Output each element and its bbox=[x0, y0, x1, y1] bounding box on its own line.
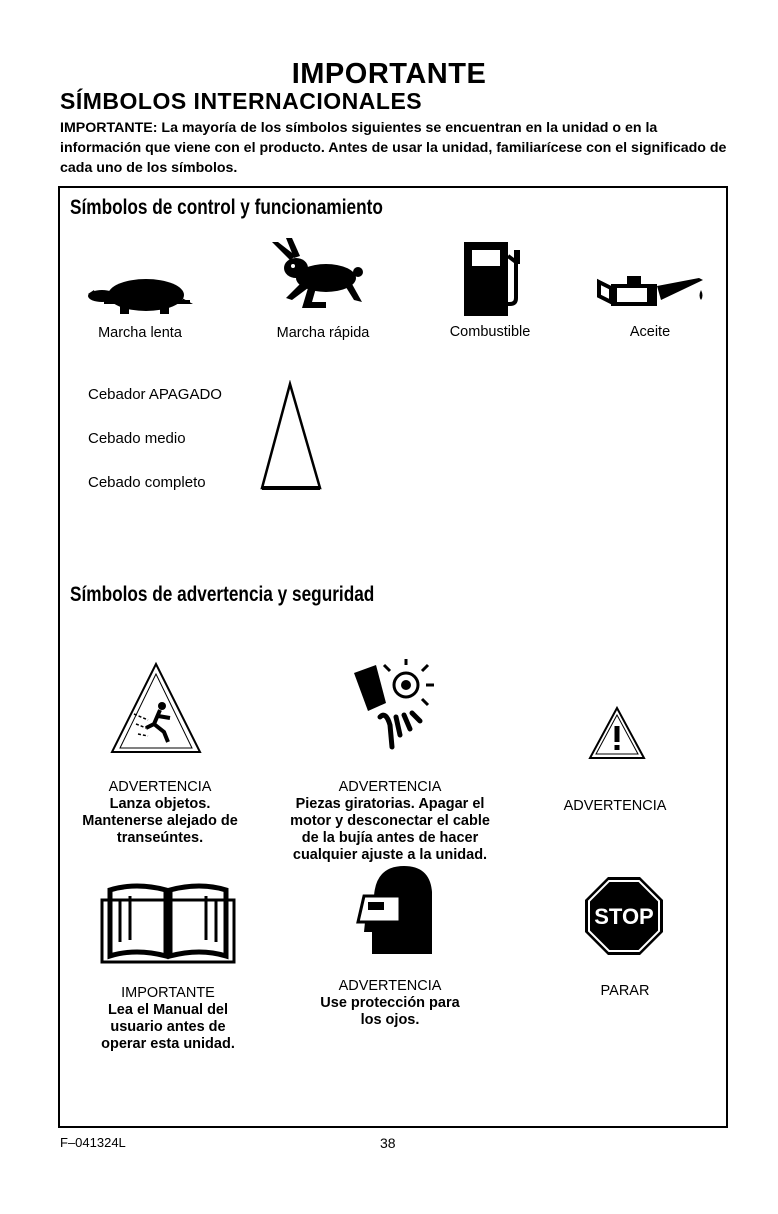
warning-triangle-icon bbox=[588, 706, 646, 760]
thrown-objects-text: Lanza objetos. Mantenerse alejado de transeúntes. bbox=[82, 796, 238, 846]
control-section-title: Símbolos de control y funcionamiento bbox=[70, 196, 383, 219]
warning-head: ADVERTENCIA bbox=[563, 798, 667, 814]
rotating-parts-caption bbox=[265, 762, 515, 864]
oil-can-icon bbox=[595, 272, 709, 312]
page-title: IMPORTANTE bbox=[291, 58, 487, 90]
safety-section-title: Símbolos de advertencia y seguridad bbox=[70, 583, 375, 606]
fuel-pump-icon bbox=[460, 242, 524, 316]
fuel-label: Combustible bbox=[449, 324, 531, 340]
manual-caption bbox=[58, 968, 278, 1053]
face-shield-text: Use protección para los ojos. bbox=[320, 995, 460, 1028]
fast-label: Marcha rápida bbox=[276, 325, 370, 341]
face-shield-caption bbox=[290, 961, 490, 1029]
choke-full-label: Cebado completo bbox=[88, 474, 206, 491]
face-shield-icon bbox=[344, 862, 440, 958]
warning-caption bbox=[540, 781, 690, 832]
choke-off-label: Cebador APAGADO bbox=[88, 386, 222, 403]
stop-caption bbox=[560, 966, 690, 1017]
thrown-objects-warning-icon bbox=[108, 660, 204, 756]
choke-triangle-icon bbox=[258, 380, 324, 492]
manual-head: IMPORTANTE bbox=[121, 985, 215, 1001]
rotating-parts-text: Piezas giratorias. Apagar el motor y desconectar el cable de la bujía antes de hacer cualquier ajuste a la unidad. bbox=[290, 796, 490, 863]
oil-label: Aceite bbox=[629, 324, 671, 340]
manual-book-icon bbox=[100, 876, 236, 964]
stop-head: PARAR bbox=[600, 983, 650, 999]
thrown-objects-caption bbox=[60, 762, 260, 847]
document-code: F–041324L bbox=[60, 1135, 126, 1150]
page-subtitle: SÍMBOLOS INTERNACIONALES bbox=[60, 88, 423, 114]
stop-sign-text: STOP bbox=[594, 904, 654, 929]
rabbit-icon bbox=[268, 238, 368, 318]
slow-label: Marcha lenta bbox=[98, 325, 182, 341]
thrown-objects-head: ADVERTENCIA bbox=[108, 779, 212, 795]
manual-text: Lea el Manual del usuario antes de operar esta unidad. bbox=[101, 1002, 235, 1052]
rotating-parts-icon bbox=[342, 655, 442, 755]
intro-paragraph: IMPORTANTE: La mayoría de los símbolos siguientes se encuentran en la unidad o en la información que viene con el producto. Antes de usar la unidad, familiarícese con el significado de cada uno de los símbolos. bbox=[60, 120, 727, 176]
face-shield-head: ADVERTENCIA bbox=[338, 978, 442, 994]
choke-half-label: Cebado medio bbox=[88, 430, 186, 447]
page-number: 38 bbox=[380, 1135, 396, 1151]
rotating-parts-head: ADVERTENCIA bbox=[338, 779, 442, 795]
turtle-icon bbox=[84, 270, 194, 320]
